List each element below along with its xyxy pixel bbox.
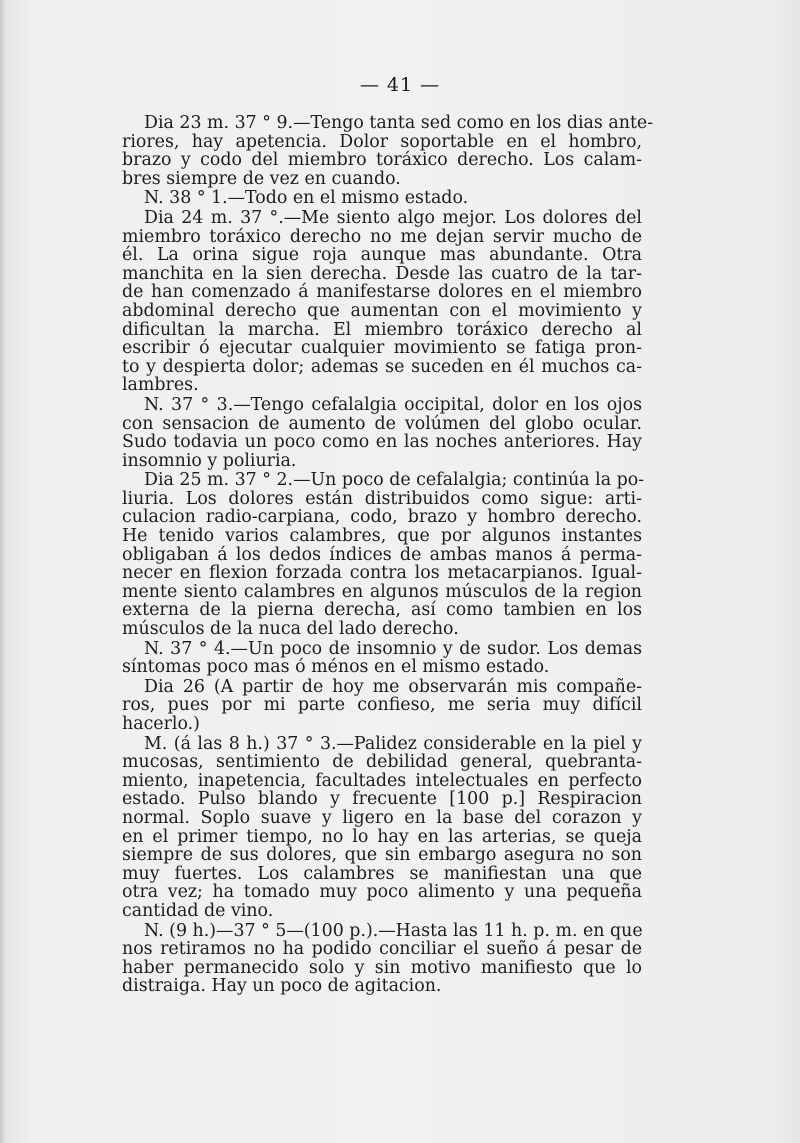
text-line: M. (á las 8 h.) 37 ° 3.—Palidez considerable en la piel y (144, 733, 642, 754)
text-line: insomnio y poliuria. (122, 450, 297, 471)
text-line: mente siento calambres en algunos músculos de la region (122, 581, 642, 602)
text-line: músculos de la nuca del lado derecho. (122, 619, 459, 640)
paragraph (122, 922, 642, 996)
text-line: muy fuertes. Los calambres se manifiestan una que (122, 863, 642, 884)
text-line: N. 37 ° 3.—Tengo cefalalgia occipital, dolor en los ojos (144, 394, 642, 415)
text-line: lambres. (122, 375, 199, 396)
paragraph (122, 209, 642, 395)
text-line: escribir ó ejecutar cualquier movimiento se fatiga pron- (122, 338, 642, 359)
text-line: Dia 24 m. 37 °.—Me siento algo mejor. Los dolores del (144, 207, 642, 228)
text-line: He tenido varios calambres, que por algunos instantes (122, 526, 642, 547)
text-line: otra vez; ha tomado muy poco alimento y una pequeña (122, 882, 642, 903)
paragraph (122, 189, 642, 208)
text-line: siempre de sus dolores, que sin embargo asegura no son (122, 845, 642, 866)
text-line: mucosas, sentimiento de debilidad general, quebranta- (122, 752, 642, 773)
text-line: de han comenzado á manifestarse dolores en el miembro (122, 282, 642, 303)
text-line: brazo y codo del miembro toráxico derecho. Los calam- (122, 150, 642, 171)
text-line: liuria. Los dolores están distribuidos como sigue: arti- (122, 488, 642, 509)
text-line: Sudo todavia un poco como en las noches anteriores. Hay (122, 432, 642, 453)
page-edge-shadow (0, 0, 6, 1143)
text-line: manchita en la sien derecha. Desde las cuatro de la tar- (122, 263, 642, 284)
text-line: N. 37 ° 4.—Un poco de insomnio y de sudor. Los demas (144, 638, 642, 659)
paragraph (122, 396, 642, 470)
text-line: necer en flexion forzada contra los metacarpianos. Igual- (122, 563, 642, 584)
text-line: dificultan la marcha. El miembro toráxico derecho al (122, 319, 642, 340)
paragraph (122, 113, 654, 189)
text-line: nos retiramos no ha podido conciliar el sueño á pesar de (122, 939, 642, 960)
text-line: miembro toráxico derecho no me dejan servir mucho de (122, 226, 642, 247)
text-line: Dia 25 m. 37 ° 2.—Un poco de cefalalgia; continúa la po- (144, 470, 645, 491)
body-text (122, 113, 654, 997)
text-line: cantidad de vino. (122, 900, 274, 921)
text-line: externa de la pierna derecha, así como tambien en los (122, 600, 642, 621)
text-line: con sensacion de aumento de volúmen del globo ocular. (122, 413, 642, 434)
text-line: to y despierta dolor; ademas se suceden en él muchos ca- (122, 356, 642, 377)
text-line: en el primer tiempo, no lo hay en las arterias, se queja (122, 826, 642, 847)
text-line: hacerlo.) (122, 714, 200, 734)
text-line: estado. Pulso blando y frecuente [100 p.] Respiracion (122, 789, 642, 810)
text-line: N. 38 ° 1.—Todo en el mismo estado. (144, 188, 469, 209)
text-line: miento, inapetencia, facultades intelectuales en perfecto (122, 770, 642, 791)
text-line: síntomas poco mas ó ménos en el mismo estado. (122, 657, 550, 678)
paragraph (122, 678, 642, 734)
text-line: Dia 26 (A partir de hoy me observarán mis compañe- (144, 676, 642, 697)
text-line: haber permanecido solo y sin motivo manifiesto que lo (122, 957, 642, 978)
text-line: obligaban á los dedos índices de ambas manos á perma- (122, 544, 642, 565)
text-line: distraiga. Hay un poco de agitacion. (122, 976, 442, 997)
page-number: — 41 — (359, 74, 441, 96)
text-line: N. (9 h.)—37 ° 5—(100 p.).—Hasta las 11 h. p. m. en que (144, 920, 643, 941)
paragraph (122, 470, 645, 640)
text-line: riores, hay apetencia. Dolor soportable en el hombro, (122, 131, 642, 152)
text-line: ros, pues por mi parte confieso, me seria muy difícil (122, 695, 642, 716)
paragraph (122, 735, 642, 921)
text-line: abdominal derecho que aumentan con el movimiento y (122, 300, 642, 321)
text-line: Dia 23 m. 37 ° 9.—Tengo tanta sed como en los dias ante- (144, 113, 654, 133)
paragraph (122, 640, 642, 677)
text-line: normal. Soplo suave y ligero en la base del corazon y (122, 807, 642, 828)
text-line: él. La orina sigue roja aunque mas abundante. Otra (122, 245, 642, 266)
text-line: bres siempre de vez en cuando. (122, 168, 401, 189)
text-line: culacion radio-carpiana, codo, brazo y hombro derecho. (122, 507, 642, 528)
